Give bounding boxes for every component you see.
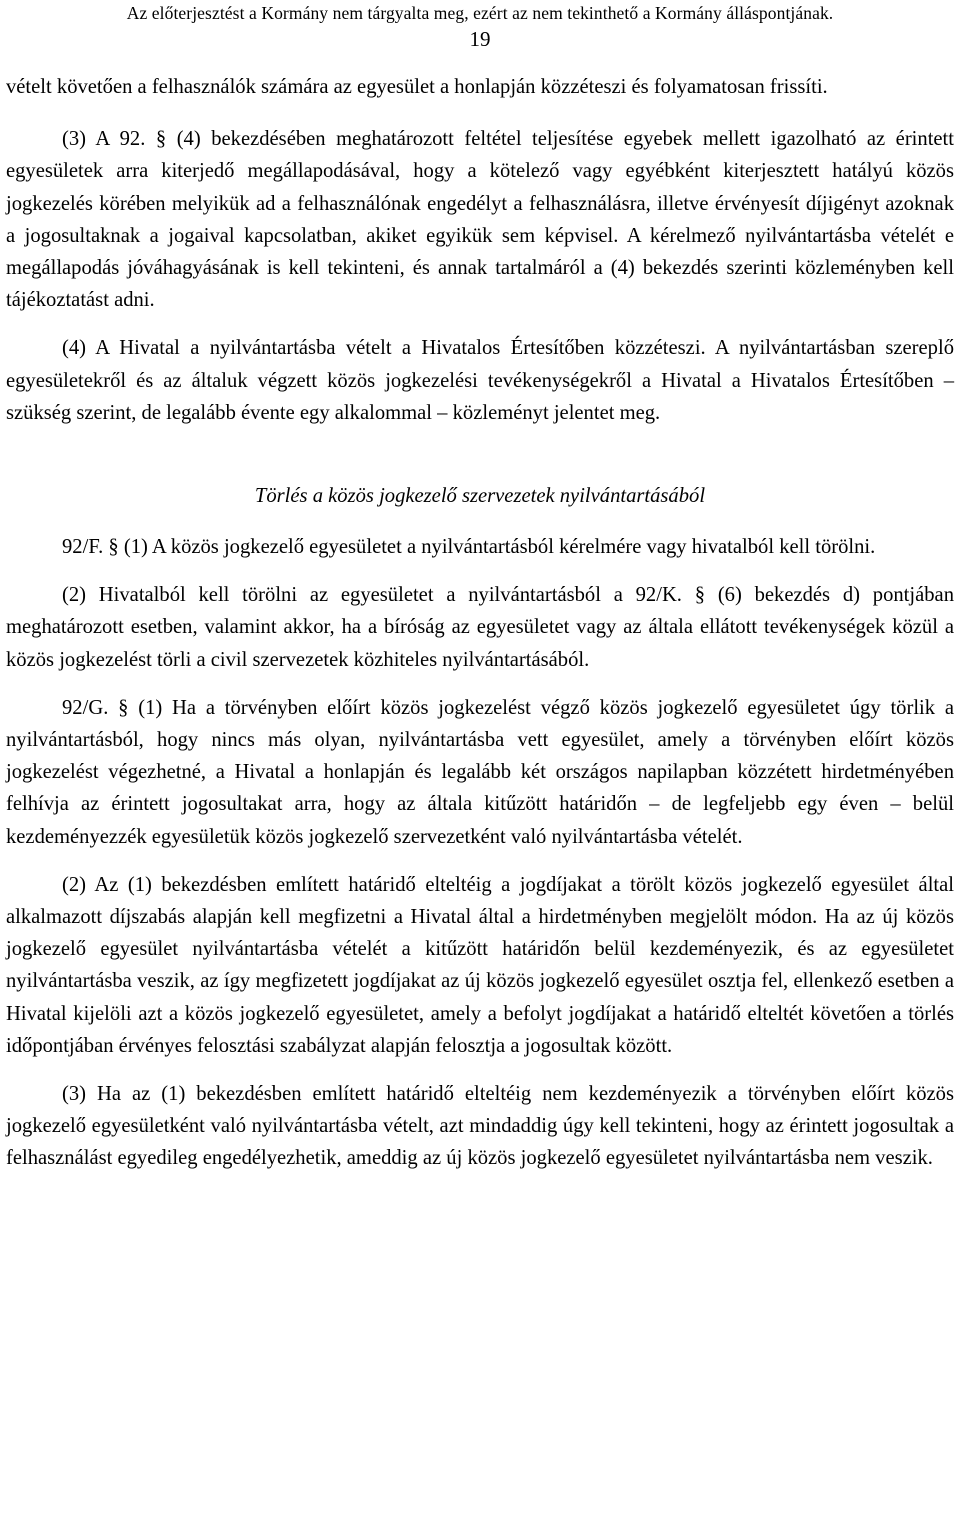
paragraph-continuation: vételt követően a felhasználók számára az egyesület a honlapján közzéteszi és folyamatosan frissíti. [6,76,828,98]
paragraph-3: (3) A 92. § (4) bekezdésében meghatározott feltétel teljesítése egyebek mellett igazolható az érintett egyesületek arra kiterjedő megállapodásával, hogy a kötelező vagy egyébként kiterjesztett hatályú közös jogkezelés körében melyikük ad a felhasználónak engedélyt a felhasználásra, illetve érvényesít díjigényt azoknak a jogosultaknak a jogaival kapcsolatban, akiket egyikük sem képvisel. A kérelmező nyilvántartásba vételét e megállapodás jóváhagyásának is kell tekinteni, és annak tartalmáról a (4) bekezdés szerinti közleményben kell tájékoztatást adni. [6,128,954,312]
draft-notice-header: Az előterjesztést a Kormány nem tárgyalta meg, ezért az nem tekinthető a Kormány álláspontjának. [126,3,834,23]
paragraph-92g-2: (2) Az (1) bekezdésben említett határidő elteltéig a jogdíjakat a törölt közös jogkezelő egyesület által alkalmazott díjszabás alapján kell megfizetni a Hivatal által a hirdetményben megjelölt módon. Ha az új közös jogkezelő egyesület nyilvántartásba vételét a kitűzött határidőn belül kezdeményezik, és az egyesületet nyilvántartásba veszik, az így megfizetett jogdíjakat az új közös jogkezelő egyesület osztja fel, ellenkező esetben a Hivatal kijelöli azt a közös jogkezelő egyesületet, amely a befolyt jogdíjakat a határidő elteltét követően a törlés időpontjában érvényes felosztási szabályzat alapján felosztja a jogosultak között. [6,873,954,1057]
paragraph-92f-2: (2) Hivatalból kell törölni az egyesületet a nyilvántartásból a 92/K. § (6) bekezdés d) pontjában meghatározott esetben, valamint akkor, ha a bíróság az egyesületet vagy az általa ellátott tevékenységek közül a közös jogkezelést törli a civil szervezetek közhiteles nyilvántartásából. [6,584,954,671]
section-heading: Törlés a közös jogkezelő szervezetek nyilvántartásából [254,485,706,508]
paragraph-92g-3: (3) Ha az (1) bekezdésben említett határidő elteltéig nem kezdeményezik a törvényben előírt közös jogkezelő egyesületként való nyilvántartásba vételt, azt mindaddig úgy kell tekinteni, hogy az érintett jogosultak a felhasználást egyedileg engedélyezhetik, ameddig az új közös jogkezelő egyesületet nyilvántartásba nem veszik. [6,1083,954,1170]
paragraph-92f-1: 92/F. § (1) A közös jogkezelő egyesületet a nyilvántartásból kérelmére vagy hivatalból kell törölni. [62,536,876,559]
paragraph-92g-1: 92/G. § (1) Ha a törvényben előírt közös jogkezelést végző közös jogkezelő egyesületet úgy törlik a nyilvántartásból, hogy nincs más olyan, nyilvántartásba vett egyesület, amely a törvényben előírt közös jogkezelést végezhetné, a Hivatal a honlapján és legalább két országos napilapban közzétett hirdetményében felhívja az érintett jogosultakat arra, hogy az általa kitűzött határidőn – de legfeljebb egy éven – belül kezdeményezzék egyesületük közös jogkezelő szervezetként való nyilvántartásba vételét. [6,696,954,848]
page-number: 19 [469,27,491,51]
paragraph-4: (4) A Hivatal a nyilvántartásba vételt a Hivatalos Értesítőben közzéteszi. A nyilvántartásban szereplő egyesületekről és az általuk végzett közös jogkezelési tevékenységekről a Hivatal a Hivatalos Értesítőben – szükség szerint, de legalább évente egy alkalommal – közleményt jelentet meg. [6,337,954,424]
